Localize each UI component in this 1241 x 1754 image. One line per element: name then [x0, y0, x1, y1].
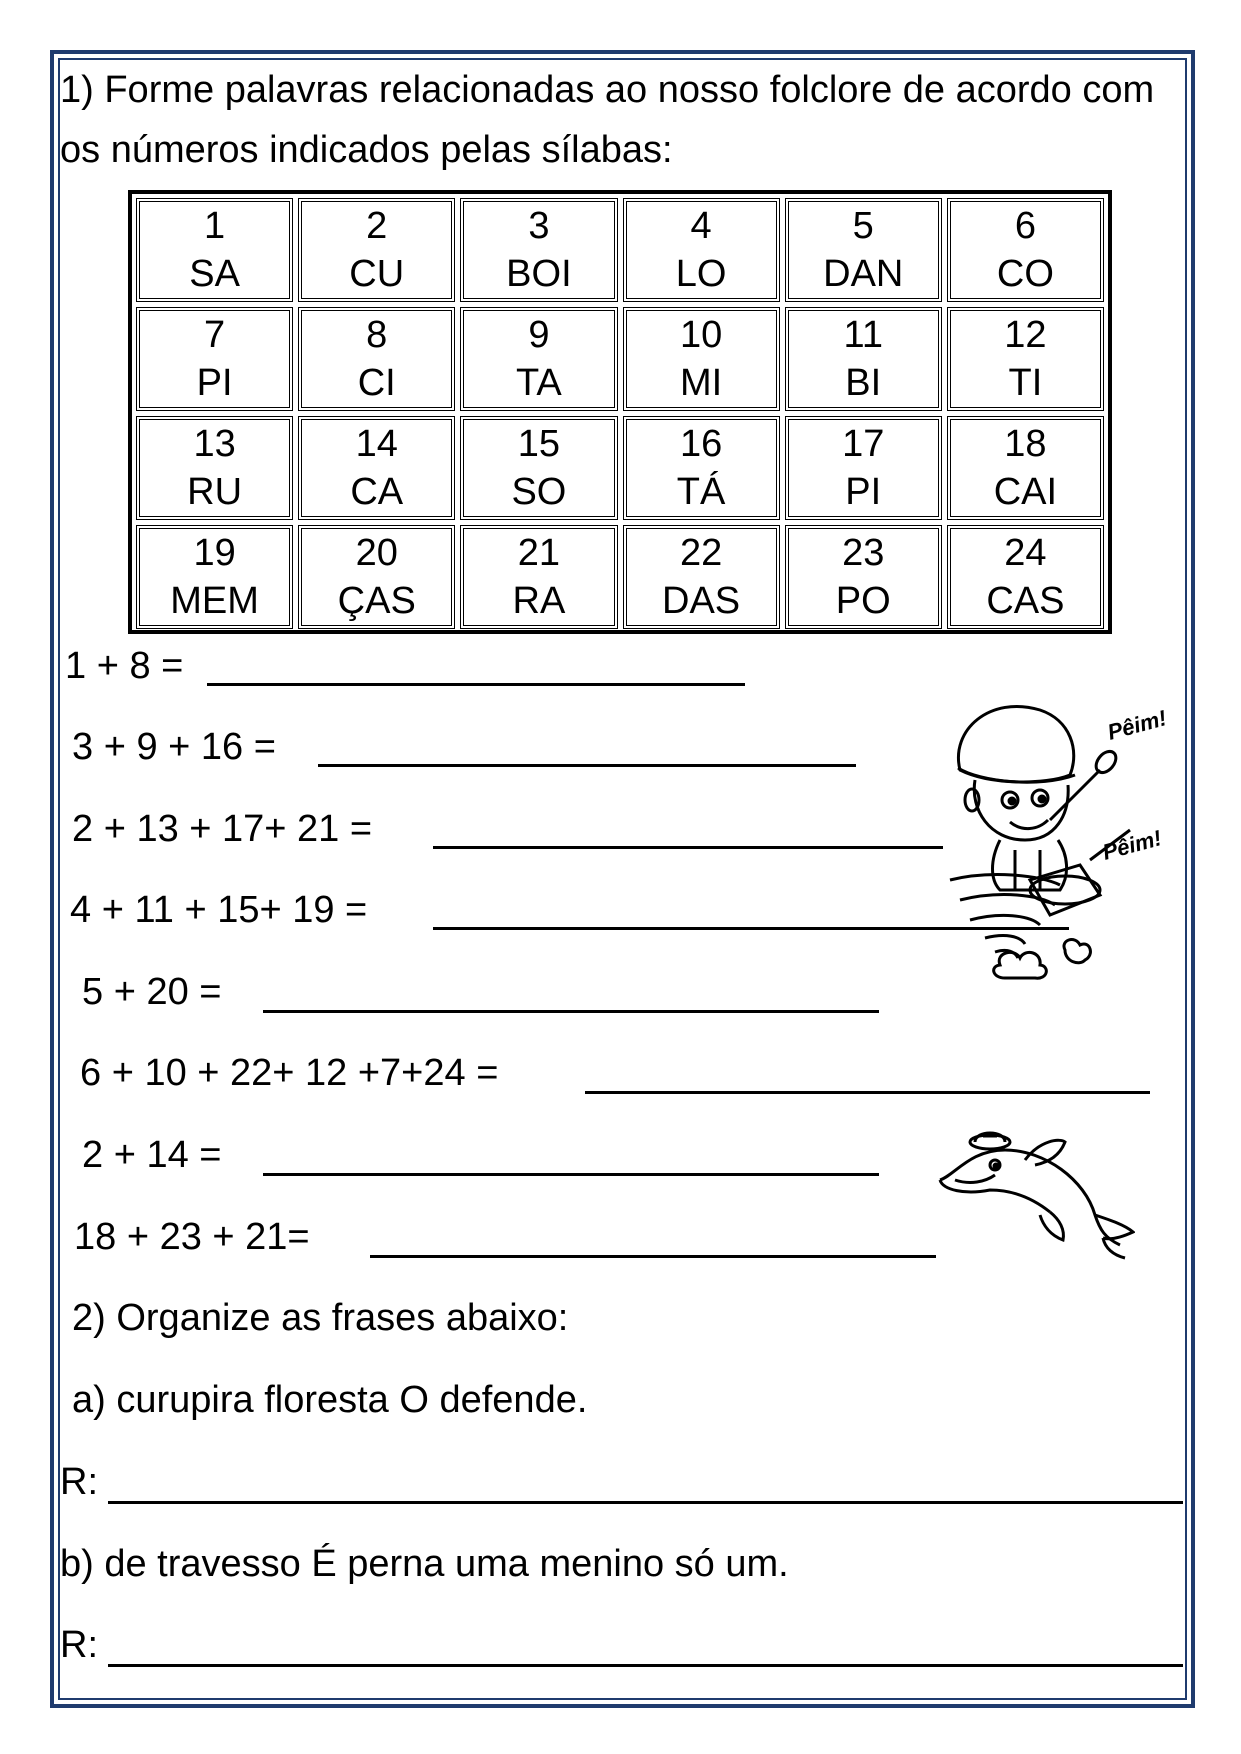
syllable-text: CAS	[986, 580, 1065, 622]
syllable-text: CA	[350, 471, 404, 513]
sound-effect-top: Pêim!	[1104, 705, 1170, 745]
answer-line-1[interactable]	[207, 683, 745, 686]
exercise-3: 2 + 13 + 17+ 21 =	[72, 808, 373, 850]
syllable-text: RA	[512, 580, 566, 622]
syllable-cell	[298, 198, 455, 302]
syllable-number: 23	[842, 532, 885, 574]
syllable-text: ÇAS	[337, 580, 416, 622]
syllable-cell	[136, 525, 293, 629]
syllable-number: 17	[842, 423, 885, 465]
syllable-number: 5	[852, 205, 874, 247]
syllable-number: 16	[679, 423, 723, 465]
syllable-number: 19	[193, 532, 236, 574]
syllable-number: 14	[355, 423, 398, 465]
syllable-number: 3	[528, 205, 550, 247]
syllable-text: SA	[189, 253, 240, 295]
answer-line-b[interactable]	[108, 1664, 1183, 1667]
syllable-number: 2	[366, 205, 388, 247]
syllable-cell	[136, 416, 293, 520]
syllable-grid	[136, 198, 1104, 626]
answer-label-a: R:	[60, 1461, 98, 1503]
syllable-text: MI	[679, 362, 723, 404]
syllable-cell	[785, 198, 942, 302]
syllable-text: DAN	[823, 253, 904, 295]
syllable-text: CO	[996, 253, 1054, 295]
exercise-7: 2 + 14 =	[82, 1134, 222, 1176]
syllable-number: 12	[1004, 314, 1047, 356]
syllable-cell	[298, 416, 455, 520]
exercise-5: 5 + 20 =	[82, 971, 222, 1013]
boto-dolphin-illustration	[935, 1120, 1135, 1260]
syllable-cell	[623, 198, 780, 302]
answer-line-5[interactable]	[263, 1010, 879, 1013]
syllable-number: 18	[1004, 423, 1047, 465]
answer-line-3[interactable]	[433, 846, 943, 849]
syllable-cell	[623, 307, 780, 411]
answer-line-7[interactable]	[263, 1173, 879, 1176]
syllable-number: 24	[1004, 532, 1047, 574]
syllable-text: TI	[1008, 362, 1043, 404]
syllable-table	[128, 190, 1112, 634]
syllable-cell	[298, 307, 455, 411]
question-1-title: 1) Forme palavras relacionadas ao nosso folclore de acordo com os números indicados pelas sílabas:	[60, 69, 1155, 171]
syllable-text: LO	[675, 253, 727, 295]
syllable-cell	[136, 198, 293, 302]
syllable-cell	[460, 198, 617, 302]
question-2-title: 2) Organize as frases abaixo:	[72, 1297, 569, 1339]
syllable-cell	[298, 525, 455, 629]
syllable-text: CI	[357, 362, 396, 404]
syllable-text: PI	[845, 471, 882, 513]
syllable-number: 1	[204, 205, 226, 247]
syllable-cell	[947, 198, 1104, 302]
syllable-cell	[460, 307, 617, 411]
answer-line-8[interactable]	[370, 1255, 936, 1258]
syllable-text: BI	[845, 362, 882, 404]
exercise-2: 3 + 9 + 16 =	[72, 726, 276, 768]
syllable-text: DAS	[662, 580, 741, 622]
exercise-4: 4 + 11 + 15+ 19 =	[70, 889, 368, 931]
syllable-cell	[947, 525, 1104, 629]
syllable-cell	[460, 416, 617, 520]
syllable-cell	[623, 525, 780, 629]
syllable-text: RU	[187, 471, 243, 513]
syllable-text: CU	[349, 253, 405, 295]
answer-line-2[interactable]	[318, 764, 856, 767]
syllable-number: 8	[366, 314, 388, 356]
syllable-number: 6	[1014, 205, 1036, 247]
exercise-1: 1 + 8 =	[65, 645, 184, 687]
syllable-text: TA	[516, 362, 562, 404]
answer-label-b: R:	[60, 1624, 98, 1666]
syllable-cell	[785, 416, 942, 520]
syllable-text: MEM	[170, 580, 259, 622]
syllable-number: 10	[679, 314, 723, 356]
answer-line-6[interactable]	[585, 1091, 1150, 1094]
syllable-number: 9	[528, 314, 550, 356]
syllable-number: 4	[690, 205, 712, 247]
syllable-text: PO	[835, 580, 891, 622]
syllable-number: 7	[204, 314, 226, 356]
syllable-text: SO	[511, 471, 567, 513]
syllable-number: 11	[843, 314, 883, 356]
syllable-cell	[460, 525, 617, 629]
exercise-6: 6 + 10 + 22+ 12 +7+24 =	[80, 1052, 499, 1094]
syllable-cell	[785, 307, 942, 411]
sound-effect-bottom: Pêim!	[1099, 825, 1165, 865]
syllable-cell	[947, 416, 1104, 520]
syllable-cell	[136, 307, 293, 411]
syllable-number: 22	[679, 532, 723, 574]
syllable-text: CAI	[993, 471, 1058, 513]
syllable-text: BOI	[506, 253, 572, 295]
exercise-8: 18 + 23 + 21=	[74, 1216, 310, 1258]
syllable-cell	[623, 416, 780, 520]
sentence-b: b) de travesso É perna uma menino só um.	[60, 1543, 789, 1585]
syllable-cell	[947, 307, 1104, 411]
sentence-a: a) curupira floresta O defende.	[72, 1379, 588, 1421]
syllable-text: PI	[196, 362, 233, 404]
syllable-number: 15	[517, 423, 561, 465]
answer-line-a[interactable]	[108, 1501, 1183, 1504]
syllable-text: TÁ	[676, 471, 726, 513]
syllable-number: 21	[517, 532, 561, 574]
saci-cooking-illustration	[930, 690, 1170, 980]
syllable-cell	[785, 525, 942, 629]
syllable-number: 13	[193, 423, 236, 465]
syllable-number: 20	[355, 532, 398, 574]
